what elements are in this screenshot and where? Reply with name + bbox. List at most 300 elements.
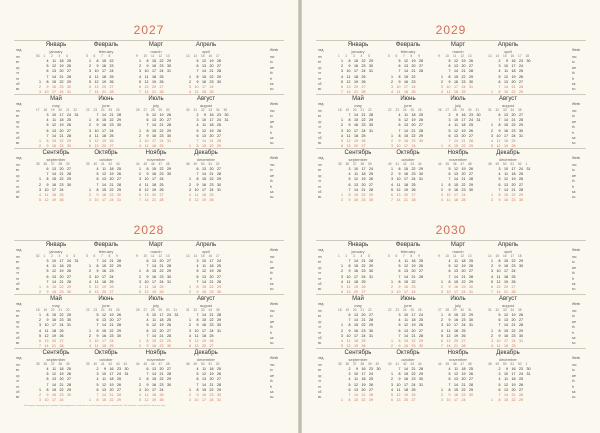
- day-cell: 5: [46, 64, 49, 69]
- day-cell: 3: [89, 274, 91, 279]
- day-cell: 4: [89, 279, 91, 284]
- day-cell: 2: [491, 264, 493, 269]
- week-number: 23: [93, 308, 98, 312]
- day-cell: 5: [498, 313, 501, 317]
- day-cell: 11: [194, 193, 199, 197]
- day-cell: 4: [348, 377, 351, 382]
- day-cell: 27: [59, 339, 64, 343]
- day-cell: 24: [159, 387, 164, 392]
- day-cell: 29: [369, 59, 373, 63]
- week-header-right: Week: [270, 356, 279, 360]
- day-cell: 23: [361, 123, 366, 128]
- day-cell: 17: [404, 144, 408, 149]
- day-cell: 25: [117, 377, 121, 382]
- day-cell: 23: [59, 182, 64, 187]
- weekday-label: сб: [318, 281, 322, 286]
- day-cell: 4: [498, 377, 501, 382]
- day-cell: 24: [369, 167, 373, 171]
- week-number: 25: [108, 108, 113, 112]
- day-cell: 23: [461, 285, 466, 289]
- day-cell: 9: [398, 172, 401, 177]
- day-cell: 13: [446, 339, 451, 343]
- day-cell: 12: [446, 333, 451, 338]
- day-cell: 2: [341, 123, 343, 128]
- week-number: 26: [438, 108, 442, 112]
- day-cell: 26: [469, 167, 473, 171]
- day-cell: 26: [159, 79, 164, 84]
- day-cell: 9: [348, 198, 351, 203]
- day-cell: 3: [39, 398, 41, 403]
- day-cell: 22: [461, 144, 466, 149]
- day-cell: 14: [202, 139, 206, 143]
- day-cell: 20: [159, 367, 164, 371]
- day-cell: 5: [39, 333, 41, 338]
- day-cell: 8: [498, 259, 501, 263]
- day-cell: 2: [498, 367, 501, 371]
- day-cell: 6: [341, 290, 343, 295]
- day-cell: 20: [511, 318, 516, 323]
- day-cell: 28: [67, 172, 71, 177]
- day-cell: 22: [59, 139, 64, 143]
- day-cell: 7: [46, 382, 49, 387]
- day-cell: 1: [89, 118, 91, 123]
- day-cell: 6: [139, 193, 141, 197]
- day-cell: 25: [361, 133, 366, 138]
- day-cell: 1: [139, 167, 141, 171]
- day-cell: 16: [102, 269, 106, 274]
- day-cell: 16: [454, 285, 458, 289]
- day-cell: 22: [361, 264, 366, 269]
- day-cell: 10: [354, 372, 358, 377]
- day-cell: 25: [419, 113, 423, 117]
- day-cell: 6: [89, 144, 91, 149]
- day-cell: 12: [102, 172, 106, 177]
- day-cell: 24: [159, 139, 164, 143]
- weekday-label: пт: [318, 130, 322, 135]
- day-cell: 20: [209, 274, 214, 279]
- day-cell: 5: [491, 144, 493, 149]
- day-cell: 10: [396, 144, 401, 149]
- day-cell: 18: [109, 167, 114, 171]
- week-number: 48: [468, 362, 472, 366]
- day-cell: 29: [67, 139, 71, 143]
- day-cell: 14: [202, 69, 206, 74]
- week-number: 21: [66, 108, 70, 112]
- week-number: 28: [445, 308, 450, 312]
- month-name: Октябрь: [94, 350, 118, 356]
- day-cell: 6: [448, 377, 451, 382]
- day-cell: 26: [369, 382, 373, 387]
- day-cell: 14: [102, 323, 106, 328]
- weekday-labels-left: [318, 356, 332, 401]
- day-cell: 25: [109, 74, 114, 79]
- day-cell: 15: [404, 167, 408, 171]
- year-block-2028: [0, 224, 298, 424]
- day-cell: 26: [419, 59, 423, 63]
- weekday-label: tu: [270, 60, 273, 65]
- weekday-label: чт: [16, 271, 20, 276]
- day-cell: 19: [209, 372, 214, 377]
- day-cell: 13: [354, 182, 358, 187]
- day-cell: 1: [491, 123, 493, 128]
- day-cell: 6: [196, 377, 199, 382]
- day-cell: 30: [419, 172, 423, 177]
- weekday-label: сб: [318, 81, 322, 86]
- day-cell: 10: [346, 69, 351, 74]
- day-cell: 30: [217, 182, 221, 187]
- day-cell: 18: [59, 59, 64, 63]
- weekday-label: ср: [318, 319, 322, 324]
- day-cell: 3: [189, 85, 191, 89]
- day-cell: 31: [476, 118, 481, 123]
- month-name-en: october: [401, 357, 415, 362]
- day-cell: 2: [441, 79, 443, 84]
- day-cell: 30: [469, 393, 473, 397]
- week-number: 49: [495, 362, 500, 366]
- day-cell: 2: [441, 285, 443, 289]
- day-cell: 26: [217, 269, 221, 274]
- week-number: 1: [338, 54, 340, 58]
- day-cell: 18: [354, 74, 358, 79]
- day-cell: 3: [89, 198, 91, 203]
- weekday-label: вт: [16, 260, 20, 265]
- day-cell: 21: [109, 113, 114, 117]
- day-cell: 22: [109, 264, 114, 269]
- week-number: 30: [166, 108, 170, 112]
- week-header-left: нед: [318, 156, 324, 160]
- day-cell: 21: [511, 323, 516, 328]
- day-cell: 4: [96, 377, 99, 382]
- week-header-left: нед: [16, 48, 22, 52]
- day-cell: 31: [224, 118, 229, 123]
- day-cell: 6: [498, 113, 501, 117]
- day-cell: 26: [361, 79, 366, 84]
- month-name-en: may: [52, 103, 60, 108]
- day-cell: 5: [189, 339, 191, 343]
- day-cell: 6: [196, 64, 199, 69]
- day-cell: 7: [196, 139, 199, 143]
- day-cell: 3: [391, 290, 393, 295]
- day-cell: 17: [59, 259, 64, 263]
- week-number: 7: [101, 54, 103, 58]
- day-cell: 4: [189, 333, 191, 338]
- day-cell: 17: [102, 198, 106, 203]
- day-cell: 24: [361, 128, 366, 133]
- day-cell: 6: [348, 313, 351, 317]
- month-name-en: january: [49, 49, 63, 54]
- day-cell: 6: [391, 193, 393, 197]
- day-cell: 10: [44, 398, 49, 403]
- day-cell: 12: [52, 269, 56, 274]
- day-cell: 11: [354, 172, 358, 177]
- day-cell: 5: [448, 372, 451, 377]
- day-cell: 18: [202, 193, 206, 197]
- week-number: 41: [101, 362, 105, 366]
- day-cell: 22: [59, 285, 64, 289]
- day-cell: 5: [46, 269, 49, 274]
- month-name: Апрель: [195, 242, 217, 248]
- month-name-en: august: [501, 103, 514, 108]
- day-cell: 9: [96, 123, 99, 128]
- weekday-label: tu: [572, 168, 575, 173]
- month-name-en: october: [401, 157, 415, 162]
- day-cell: 10: [44, 90, 49, 95]
- day-cell: 23: [411, 285, 416, 289]
- day-cell: 9: [146, 64, 149, 69]
- week-header-left: нед: [16, 356, 22, 360]
- day-cell: 7: [46, 279, 49, 284]
- month-name-en: january: [351, 249, 365, 254]
- day-cell: 11: [202, 367, 206, 371]
- day-cell: 10: [194, 85, 199, 89]
- day-cell: 28: [217, 313, 221, 317]
- day-cell: 11: [404, 113, 408, 117]
- day-cell: 23: [519, 59, 523, 63]
- day-cell: 7: [448, 177, 451, 182]
- day-cell: 17: [152, 387, 156, 392]
- day-cell: 27: [511, 285, 516, 289]
- weekday-labels-right: [270, 48, 284, 93]
- weekday-label: пн: [16, 363, 20, 367]
- day-cell: 15: [102, 264, 106, 269]
- day-cell: 12: [202, 372, 206, 377]
- day-cell: 8: [498, 328, 501, 333]
- day-cell: 15: [202, 177, 206, 182]
- day-cell: 8: [448, 279, 451, 284]
- day-cell: 2: [89, 123, 91, 128]
- day-cell: 15: [102, 328, 106, 333]
- weekday-label: пн: [16, 309, 20, 313]
- day-cell: 21: [361, 318, 366, 323]
- day-cell: 1: [189, 387, 191, 392]
- day-cell: 27: [67, 128, 71, 133]
- day-cell: 11: [404, 259, 408, 263]
- day-cell: 16: [354, 328, 358, 333]
- day-cell: 27: [67, 69, 71, 74]
- week-number: 13: [468, 254, 472, 258]
- day-cell: 8: [448, 74, 451, 79]
- weekday-label: вт: [16, 60, 20, 65]
- month-name: Июль: [148, 296, 164, 302]
- day-cell: 29: [519, 90, 523, 95]
- day-cell: 4: [189, 90, 191, 95]
- day-cell: 28: [519, 118, 523, 123]
- day-cell: 6: [398, 64, 401, 69]
- day-cell: 19: [354, 79, 358, 84]
- day-cell: 25: [67, 118, 71, 123]
- day-cell: 10: [94, 274, 99, 279]
- day-cell: 19: [511, 74, 516, 79]
- day-cell: 8: [398, 167, 401, 171]
- day-cell: 16: [454, 187, 458, 192]
- day-cell: 4: [491, 139, 493, 143]
- day-cell: 3: [89, 339, 91, 343]
- day-cell: 7: [46, 172, 49, 177]
- month-name: Февраль: [93, 42, 119, 48]
- day-cell: 28: [167, 123, 171, 128]
- day-cell: 24: [419, 313, 423, 317]
- day-cell: 22: [109, 328, 114, 333]
- day-cell: 9: [348, 328, 351, 333]
- day-cell: 12: [346, 79, 351, 84]
- month-label: [490, 150, 526, 162]
- day-cell: 25: [59, 328, 64, 333]
- day-cell: 29: [419, 133, 423, 138]
- day-cell: 17: [404, 85, 408, 89]
- weekday-label: sa: [572, 389, 576, 394]
- day-cell: 5: [46, 372, 49, 377]
- weekday-label: пт: [318, 76, 322, 81]
- day-cell: 13: [144, 193, 149, 197]
- day-cell: 29: [419, 167, 423, 171]
- week-number: 20: [51, 308, 55, 312]
- day-cell: 24: [461, 398, 466, 403]
- day-cell: 18: [159, 318, 164, 323]
- week-number: 4: [66, 54, 68, 58]
- day-cell: 12: [404, 264, 408, 269]
- month-name-en: august: [199, 103, 212, 108]
- day-cell: 22: [109, 187, 114, 192]
- day-cell: 23: [411, 377, 416, 382]
- day-cell: 5: [139, 290, 141, 295]
- day-cell: 4: [391, 182, 393, 187]
- day-cell: 20: [361, 313, 366, 317]
- day-cell: 10: [346, 333, 351, 338]
- week-number: 21: [360, 308, 365, 312]
- weekday-labels-left: [318, 102, 332, 147]
- week-number: 9: [438, 54, 440, 58]
- day-cell: 15: [152, 377, 156, 382]
- day-cell: 23: [209, 393, 214, 397]
- week-number: 40: [93, 362, 98, 366]
- day-cell: 5: [498, 177, 501, 182]
- day-cell: 26: [511, 144, 516, 149]
- day-cell: 17: [59, 113, 64, 117]
- week-number: 20: [353, 308, 357, 312]
- month-name: Август: [498, 296, 518, 302]
- day-cell: 21: [461, 274, 466, 279]
- day-cell: 19: [504, 144, 508, 149]
- day-cell: 28: [67, 74, 71, 79]
- day-cell: 15: [102, 398, 106, 403]
- week-number: 13: [166, 54, 170, 58]
- day-cell: 4: [348, 172, 351, 177]
- day-cell: 21: [209, 172, 214, 177]
- day-cell: 9: [46, 393, 49, 397]
- day-cell: 20: [152, 85, 156, 89]
- day-cell: 22: [511, 90, 516, 95]
- day-cell: 12: [404, 323, 408, 328]
- weekday-label: ср: [16, 65, 20, 70]
- day-cell: 26: [67, 269, 71, 274]
- day-cell: 28: [411, 198, 416, 203]
- day-cell: 29: [167, 339, 171, 343]
- day-cell: 8: [146, 269, 149, 274]
- day-cell: 21: [411, 274, 416, 279]
- day-cell: 3: [441, 398, 443, 403]
- day-cell: 28: [159, 90, 164, 95]
- day-cell: 21: [511, 187, 516, 192]
- weekday-label: ср: [16, 319, 20, 324]
- day-cell: 21: [159, 264, 164, 269]
- day-cell: 4: [46, 59, 49, 63]
- day-cell: 13: [404, 123, 408, 128]
- day-cell: 14: [404, 274, 408, 279]
- day-cell: 21: [109, 182, 114, 187]
- week-number: 22: [368, 308, 372, 312]
- day-cell: 7: [196, 313, 199, 317]
- day-cell: 15: [404, 133, 408, 138]
- month-label: [390, 150, 426, 162]
- day-cell: 12: [346, 139, 351, 143]
- weekday-label: сб: [318, 335, 322, 340]
- day-cell: 26: [419, 323, 423, 328]
- month-label: [88, 96, 124, 108]
- week-number: 7: [403, 54, 405, 58]
- day-cell: 14: [454, 139, 458, 143]
- day-cell: 27: [419, 123, 423, 128]
- day-cell: 21: [411, 69, 416, 74]
- weekday-label: чт: [318, 125, 322, 130]
- day-cell: 26: [167, 113, 171, 117]
- week-number: 15: [201, 54, 205, 58]
- day-cell: 3: [498, 372, 501, 377]
- day-cell: 30: [519, 264, 523, 269]
- week-number: 17: [510, 254, 515, 258]
- day-cell: 5: [96, 313, 99, 317]
- week-number: 36: [43, 362, 48, 366]
- day-cell: 2: [39, 290, 41, 295]
- day-cell: 15: [454, 313, 458, 317]
- day-cell: 6: [46, 377, 49, 382]
- day-cell: 17: [109, 372, 114, 377]
- week-number: 38: [360, 362, 365, 366]
- day-cell: 4: [341, 74, 343, 79]
- day-cell: 20: [59, 167, 64, 171]
- day-cell: 23: [469, 113, 473, 117]
- day-cell: 26: [167, 323, 171, 328]
- day-cell: 2: [139, 172, 141, 177]
- month-label: [88, 42, 124, 54]
- day-cell: 21: [411, 128, 416, 133]
- day-cell: 27: [419, 64, 423, 69]
- day-cell: 20: [52, 339, 56, 343]
- day-cell: 14: [52, 279, 56, 284]
- month-name: Март: [148, 242, 164, 248]
- day-cell: 19: [461, 264, 466, 269]
- day-cell: 24: [361, 274, 366, 279]
- day-cell: 7: [139, 90, 141, 95]
- day-cell: 24: [109, 274, 114, 279]
- day-cell: 8: [448, 182, 451, 187]
- week-number: 46: [151, 362, 155, 366]
- weekday-label: sa: [270, 135, 274, 140]
- day-cell: 24: [159, 279, 164, 284]
- day-cell: 8: [398, 133, 401, 138]
- month-name-en: december: [499, 157, 517, 162]
- month-name: Январь: [347, 42, 369, 48]
- day-cell: 18: [354, 279, 358, 284]
- month-name: Ноябрь: [447, 150, 469, 156]
- month-name-en: february: [400, 249, 416, 254]
- day-cell: 13: [404, 269, 408, 274]
- day-cell: 4: [341, 279, 343, 284]
- day-cell: 16: [511, 59, 516, 63]
- day-cell: 13: [202, 274, 206, 279]
- weekday-label: пт: [16, 276, 20, 281]
- month-name: Ноябрь: [447, 350, 469, 356]
- week-number: 29: [158, 308, 163, 312]
